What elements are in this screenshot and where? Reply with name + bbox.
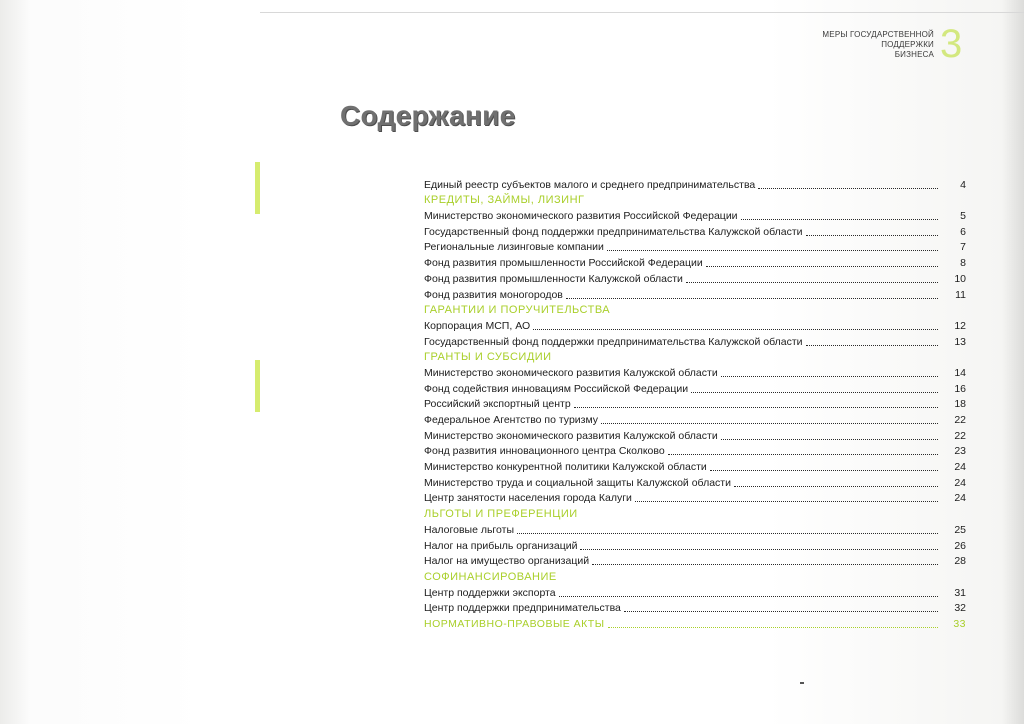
toc-entry-page-number: 5 xyxy=(960,210,966,223)
toc-entry[interactable] xyxy=(424,584,966,600)
toc-entry[interactable] xyxy=(424,176,966,192)
toc-entry[interactable] xyxy=(424,364,966,380)
toc-entry[interactable] xyxy=(424,537,966,553)
toc-entry-page-number: 24 xyxy=(954,476,966,489)
toc-entry-page-number: 6 xyxy=(960,225,966,238)
toc-entry-label: Министерство экономического развития Калужской области xyxy=(424,366,718,379)
toc-entry-label: Центр поддержки экспорта xyxy=(424,586,556,599)
page-left-shadow xyxy=(0,0,30,724)
toc-dot-leader xyxy=(601,423,938,424)
toc-dot-leader xyxy=(806,235,938,236)
toc-entry-page-number: 12 xyxy=(954,319,966,332)
toc-entry-label: Фонд развития моногородов xyxy=(424,288,563,301)
toc-entry-page-number: 11 xyxy=(955,288,966,301)
toc-entry[interactable] xyxy=(424,239,966,255)
toc-entry-label: Налог на имущество организаций xyxy=(424,555,590,568)
toc-entry-label: Фонд содействия инновациям Российской Федерации xyxy=(424,382,689,395)
toc-entry-page-number: 18 xyxy=(954,398,966,411)
header-label-line: МЕРЫ ГОСУДАРСТВЕННОЙ xyxy=(822,30,934,39)
toc-entry[interactable] xyxy=(424,615,966,631)
toc-entry-label: Региональные лизинговые компании xyxy=(424,241,604,254)
toc-dot-leader xyxy=(624,611,938,612)
toc-entry-label: Фонд развития инновационного центра Сколково xyxy=(424,445,665,458)
toc-entry-page-number: 22 xyxy=(954,414,966,426)
accent-bar-top xyxy=(255,162,260,214)
toc-dot-leader xyxy=(706,266,938,267)
toc-dot-leader xyxy=(580,549,938,550)
toc-dot-leader xyxy=(686,282,938,283)
toc-entry[interactable] xyxy=(424,333,966,349)
toc-entry-label: Единый реестр субъектов малого и среднего предпринимательства xyxy=(424,178,756,191)
toc-entry-label: Министерство труда и социальной защиты Калужской области xyxy=(424,476,731,489)
toc-dot-leader xyxy=(592,564,938,565)
toc-dot-leader xyxy=(574,407,938,408)
toc-entry-page-number: 33 xyxy=(953,617,966,630)
toc-dot-leader xyxy=(668,454,938,455)
toc-entry-label: НОРМАТИВНО-ПРАВОВЫЕ АКТЫ xyxy=(424,617,605,630)
toc-entry-label: Российский экспортный центр xyxy=(424,398,571,411)
toc-dot-leader xyxy=(741,219,938,220)
toc-entry-page-number: 25 xyxy=(954,523,966,536)
toc-entry-page-number: 10 xyxy=(954,272,966,285)
toc-dot-leader xyxy=(559,596,938,597)
toc-entry-label: Фонд развития промышленности Российской Федерации xyxy=(424,257,703,270)
toc-entry[interactable] xyxy=(424,396,966,412)
toc-entry-page-number: 13 xyxy=(954,335,966,348)
toc-dot-leader xyxy=(566,298,938,299)
toc-entry[interactable] xyxy=(424,254,966,270)
section-header-label xyxy=(794,30,934,60)
toc-section-heading: ГАРАНТИИ И ПОРУЧИТЕЛЬСТВА xyxy=(424,304,611,317)
toc-entry-page-number: 31 xyxy=(954,586,966,599)
toc-entry[interactable] xyxy=(424,207,966,223)
toc-entry[interactable] xyxy=(424,286,966,302)
toc-entry-label: Министерство экономического развития Российской Федерации xyxy=(424,210,738,223)
toc-dot-leader xyxy=(635,501,938,502)
toc-entry-label: Федеральное Агентство по туризму xyxy=(424,414,599,426)
toc-entry-page-number: 24 xyxy=(954,461,966,474)
toc-section-heading: СОФИНАНСИРОВАНИЕ xyxy=(424,570,557,583)
toc-section-heading: КРЕДИТЫ, ЗАЙМЫ, ЛИЗИНГ xyxy=(424,194,585,207)
toc-entry-label: Государственный фонд поддержки предпринимательства Калужской области xyxy=(424,225,803,238)
toc-dot-leader xyxy=(721,376,938,377)
toc-entry-label: Налог на прибыль организаций xyxy=(424,539,578,552)
toc-entry-page-number: 23 xyxy=(954,445,966,458)
toc-entry-page-number: 24 xyxy=(954,492,966,505)
toc-dot-leader xyxy=(691,392,938,393)
header-label-line: БИЗНЕСА xyxy=(894,50,934,59)
toc-entry-page-number: 7 xyxy=(960,241,966,254)
page-title: Содержание xyxy=(340,100,516,131)
toc-dot-leader xyxy=(533,329,938,330)
toc-dot-leader xyxy=(607,250,938,251)
toc-entry-page-number: 26 xyxy=(954,539,966,552)
top-rule xyxy=(260,12,1024,13)
toc-entry[interactable] xyxy=(424,458,966,474)
header-label-line: ПОДДЕРЖКИ xyxy=(881,40,934,49)
toc-entry-page-number: 28 xyxy=(954,555,966,568)
toc-entry-page-number: 32 xyxy=(954,602,966,615)
accent-bar-middle xyxy=(255,360,260,412)
toc-entry[interactable] xyxy=(424,490,966,506)
toc-entry[interactable] xyxy=(424,317,966,333)
toc-dot-leader xyxy=(734,486,938,487)
toc-entry-label: Министерство экономического развития Калужской области xyxy=(424,429,718,442)
toc-entry[interactable] xyxy=(424,474,966,490)
toc-dot-leader xyxy=(806,345,938,346)
toc-section-heading: ГРАНТЫ И СУБСИДИИ xyxy=(424,351,552,364)
toc-dot-leader xyxy=(710,470,938,471)
toc-entry[interactable] xyxy=(424,521,966,537)
toc-dot-leader xyxy=(608,627,939,628)
toc-entry-label: Центр поддержки предпринимательства xyxy=(424,602,621,615)
toc-dot-leader xyxy=(758,188,938,189)
toc-entry-page-number: 16 xyxy=(954,382,966,395)
toc-entry-page-number: 8 xyxy=(960,257,966,270)
toc-entry[interactable] xyxy=(424,223,966,239)
toc-entry-label: Государственный фонд поддержки предпринимательства Калужской области xyxy=(424,335,803,348)
toc-entry[interactable] xyxy=(424,600,966,616)
page-right-edge xyxy=(1002,0,1024,724)
toc-dot-leader xyxy=(721,439,938,440)
toc-entry-label: Министерство конкурентной политики Калужской области xyxy=(424,461,707,474)
page-number: 3 xyxy=(940,22,963,66)
toc-entry[interactable] xyxy=(424,553,966,569)
toc-entry[interactable] xyxy=(424,380,966,396)
toc-entry[interactable] xyxy=(424,427,966,443)
toc-section-heading: ЛЬГОТЫ И ПРЕФЕРЕНЦИИ xyxy=(424,508,578,521)
toc-entry-label: Корпорация МСП, АО xyxy=(424,319,531,332)
toc-entry-page-number: 4 xyxy=(960,178,966,191)
toc-entry-label: Центр занятости населения города Калуги xyxy=(424,492,632,505)
toc-entry-page-number: 22 xyxy=(954,429,966,442)
toc-entry-label: Фонд развития промышленности Калужской области xyxy=(424,272,683,285)
toc-entry[interactable] xyxy=(424,270,966,286)
table-of-contents xyxy=(424,176,966,631)
toc-dot-leader xyxy=(517,533,938,534)
toc-entry-label: Налоговые льготы xyxy=(424,523,514,536)
toc-entry[interactable] xyxy=(424,443,966,459)
toc-entry[interactable] xyxy=(424,411,966,427)
toc-entry-page-number: 14 xyxy=(954,366,966,379)
scan-speck xyxy=(800,682,804,684)
